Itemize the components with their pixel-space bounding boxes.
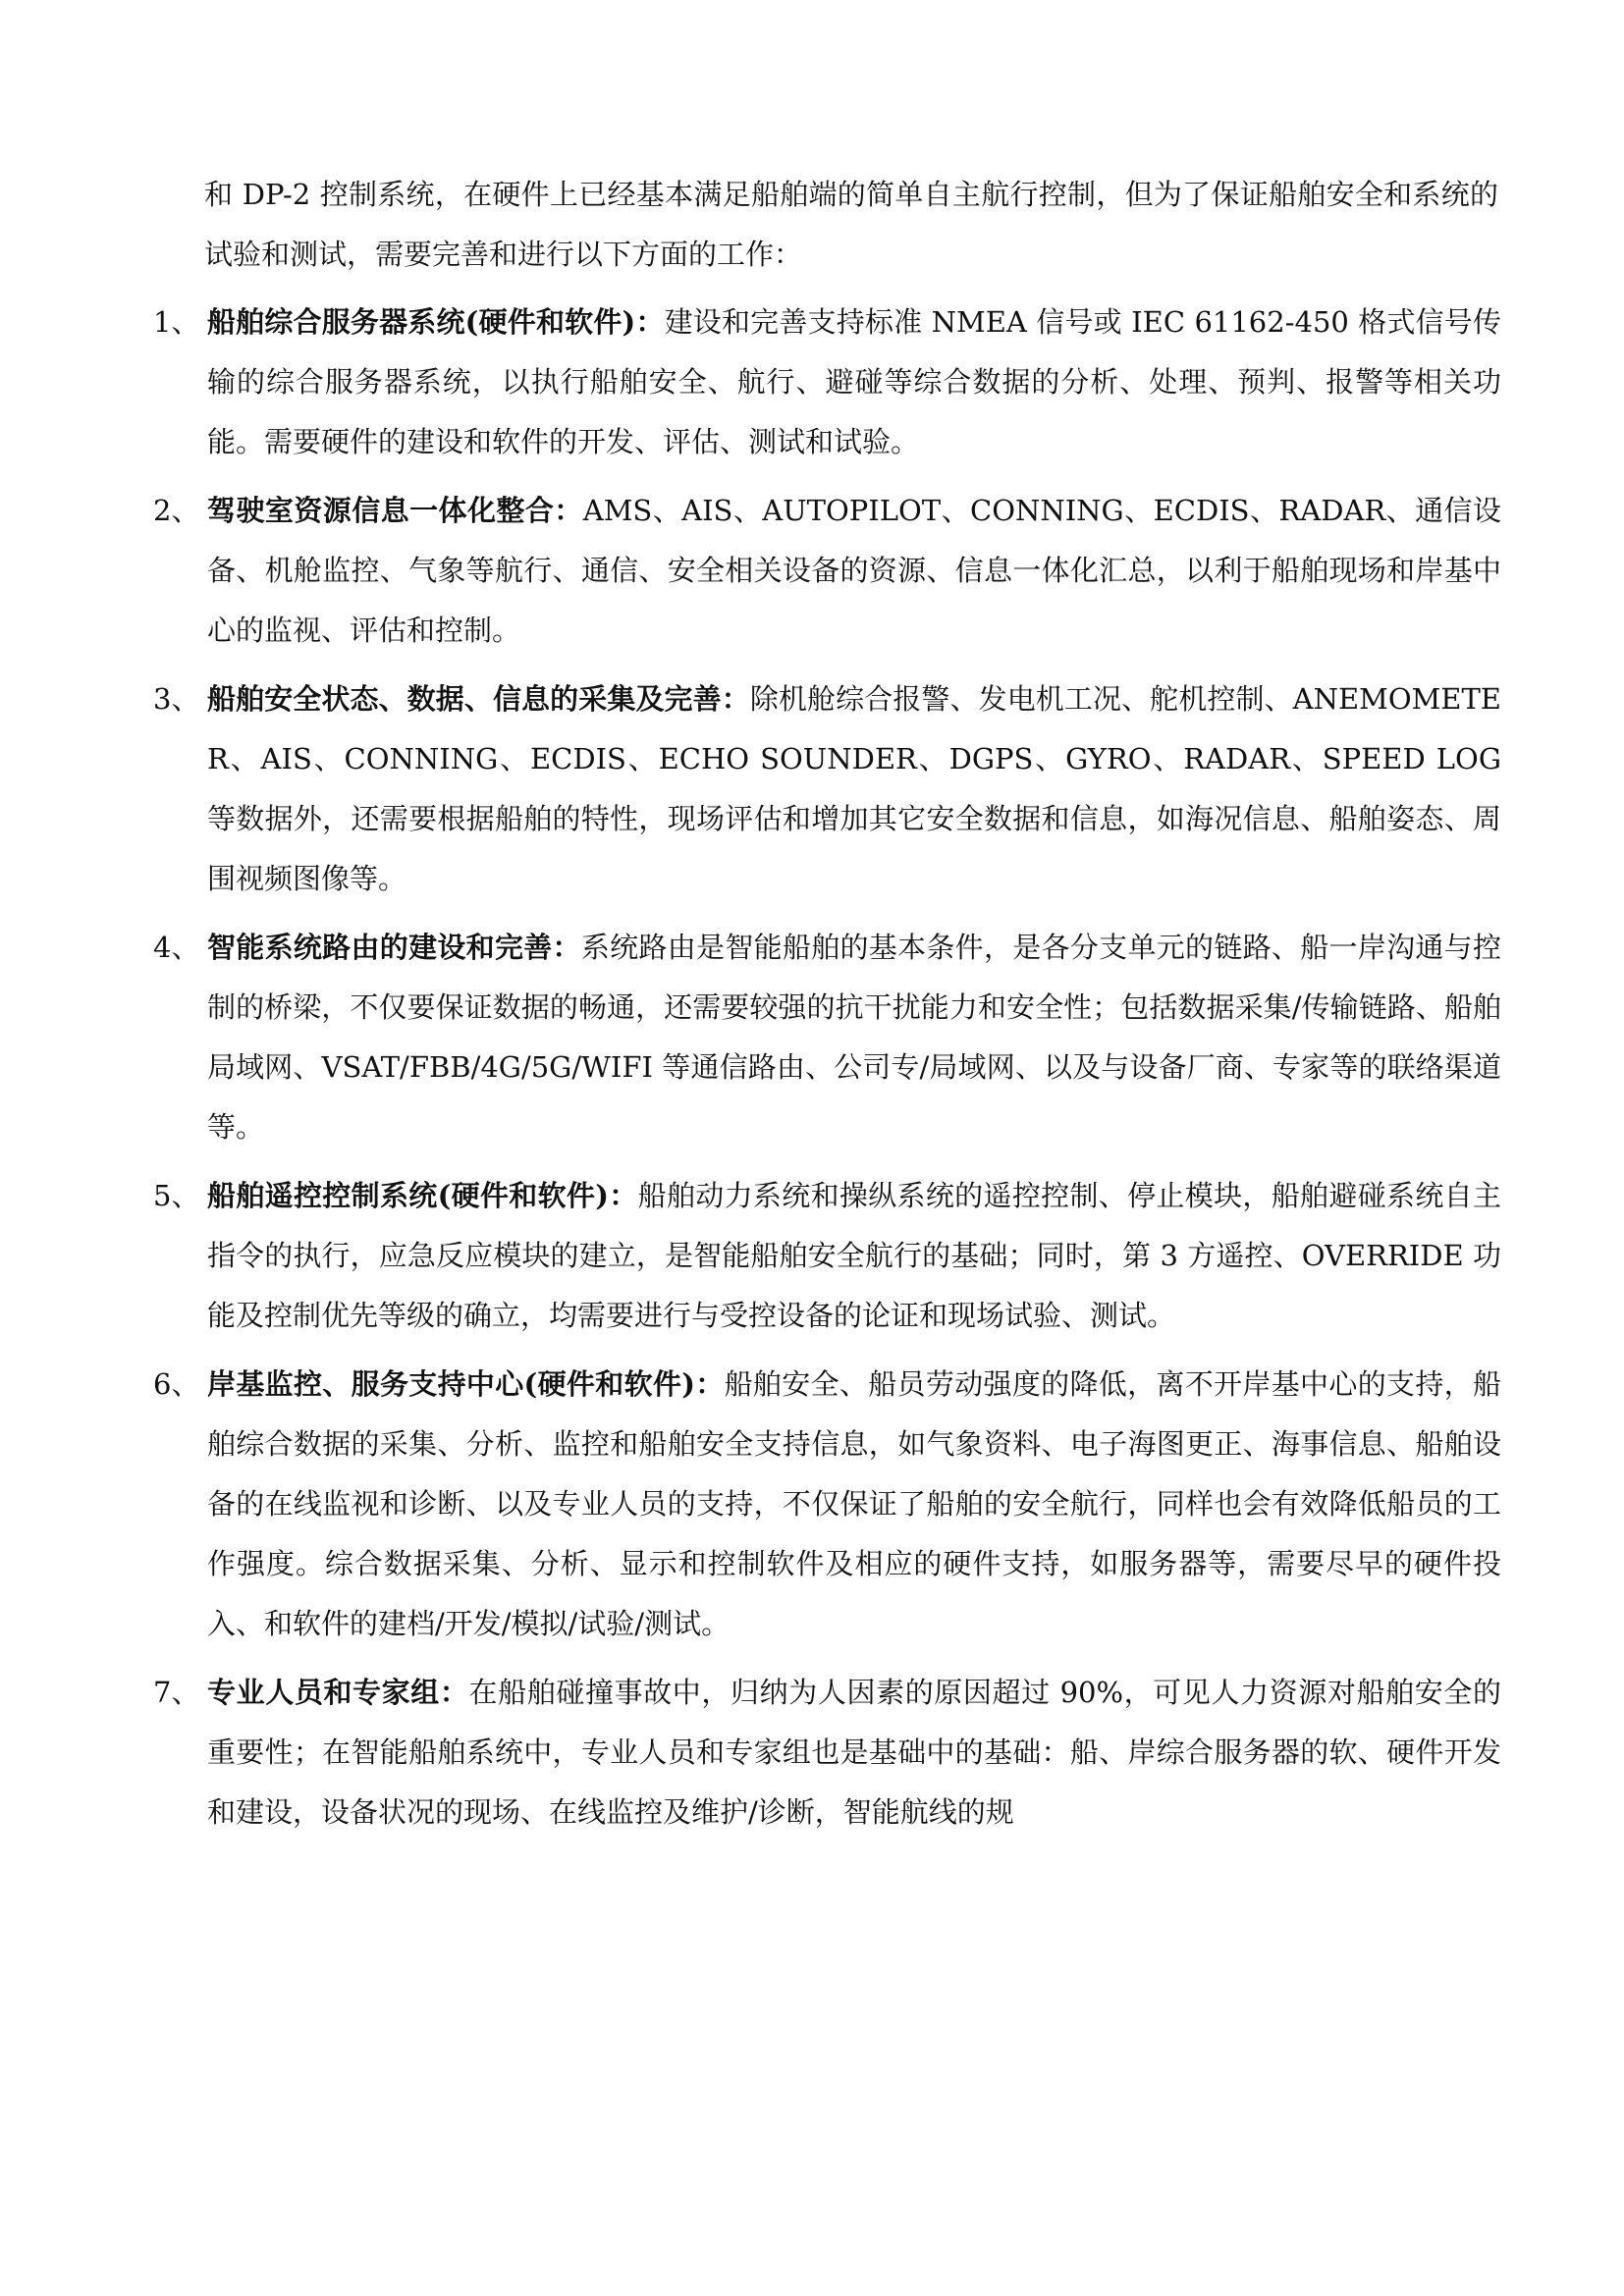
- list-item: [0, 293, 1624, 481]
- list-item: [0, 481, 1624, 669]
- list-item-body: [207, 293, 1501, 481]
- intro-paragraph: 和 DP-2 控制系统，在硬件上已经基本满足船舶端的简单自主航行控制，但为了保证船舶安全和系统的试验和测试，需要完善和进行以下方面的工作：: [204, 178, 1498, 271]
- list-item: [0, 1355, 1624, 1663]
- list-item-title: 驾驶室资源信息一体化整合：: [207, 494, 583, 527]
- list-item-title: 船舶安全状态、数据、信息的采集及完善：: [207, 682, 750, 716]
- list-item-number: 7、: [153, 1676, 200, 1709]
- list-item-body: [207, 481, 1501, 669]
- list-item-body: [207, 918, 1501, 1166]
- list-item-text: 船舶安全、船员劳动强度的降低，离不开岸基中心的支持，船舶综合数据的采集、分析、监控和船舶安全支持信息，如气象资料、电子海图更正、海事信息、船舶设备的在线监视和诊断、以及专业人员的支持，不仅保证了船舶的安全航行，同样也会有效降低船员的工作强度。综合数据采集、分析、显示和控制软件及相应的硬件支持，如服务器等，需要尽早的硬件投入、和软件的建档/开发/模拟/试验/测试。: [207, 1367, 1501, 1640]
- list-item-body: [207, 1166, 1501, 1355]
- list-item-title: 岸基监控、服务支持中心(硬件和软件)：: [207, 1367, 725, 1401]
- list-item: [0, 918, 1624, 1166]
- list-item-number: 5、: [153, 1179, 200, 1212]
- list-item: [0, 1663, 1624, 1851]
- list-item-title: 船舶综合服务器系统(硬件和软件)：: [207, 305, 665, 339]
- list-item-number: 6、: [153, 1367, 200, 1401]
- list-item-number: 2、: [153, 494, 200, 527]
- list-item-title: 专业人员和专家组：: [207, 1676, 469, 1709]
- list-item-number: 3、: [153, 682, 200, 716]
- list-item-body: [207, 1663, 1501, 1851]
- list-item: [0, 1166, 1624, 1355]
- list-item-text: 在船舶碰撞事故中，归纳为人因素的原因超过 90%，可见人力资源对船舶安全的重要性；在智能船舶系统中，专业人员和专家组也是基础中的基础：船、岸综合服务器的软、硬件开发和建设，设备状况的现场、在线监控及维护/诊断，智能航线的规: [207, 1676, 1501, 1829]
- list-item-title: 船舶遥控控制系统(硬件和软件)：: [207, 1179, 638, 1212]
- list-item-text: AMS、AIS、AUTOPILOT、CONNING、ECDIS、RADAR、通信设备、机舱监控、气象等航行、通信、安全相关设备的资源、信息一体化汇总，以利于船舶现场和岸基中心的监视、评估和控制。: [207, 494, 1501, 647]
- list-item: [0, 669, 1624, 918]
- list-item-number: 1、: [153, 305, 200, 339]
- list-item-number: 4、: [153, 931, 200, 964]
- list-item-body: [207, 1355, 1501, 1663]
- list-item-text: 系统路由是智能船舶的基本条件，是各分支单元的链路、船一岸沟通与控制的桥梁，不仅要保证数据的畅通，还需要较强的抗干扰能力和安全性；包括数据采集/传输链路、船舶局域网、VSAT/FBB/4G/5G/WIFI 等通信路由、公司专/局域网、以及与设备厂商、专家等的联络渠道等。: [207, 931, 1501, 1144]
- list-item-text: 除机舱综合报警、发电机工况、舵机控制、ANEMOMETER、AIS、CONNING、ECDIS、ECHO SOUNDER、DGPS、GYRO、RADAR、SPEED LOG 等数据外，还需要根据船舶的特性，现场评估和增加其它安全数据和信息，如海况信息、船舶姿态、周围视频图像等。: [207, 682, 1501, 895]
- list-item-text: 船舶动力系统和操纵系统的遥控控制、停止模块，船舶避碰系统自主指令的执行，应急反应模块的建立，是智能船舶安全航行的基础；同时，第 3 方遥控、OVERRIDE 功能及控制优先等级的确立，均需要进行与受控设备的论证和现场试验、测试。: [207, 1179, 1501, 1332]
- list-item-title: 智能系统路由的建设和完善：: [207, 931, 581, 964]
- list-item-body: [207, 669, 1501, 918]
- work-items-list: [0, 293, 1624, 1851]
- list-item-text: 建设和完善支持标准 NMEA 信号或 IEC 61162-450 格式信号传输的综合服务器系统，以执行船舶安全、航行、避碰等综合数据的分析、处理、预判、报警等相关功能。需要硬件的建设和软件的开发、评估、测试和试验。: [207, 305, 1501, 458]
